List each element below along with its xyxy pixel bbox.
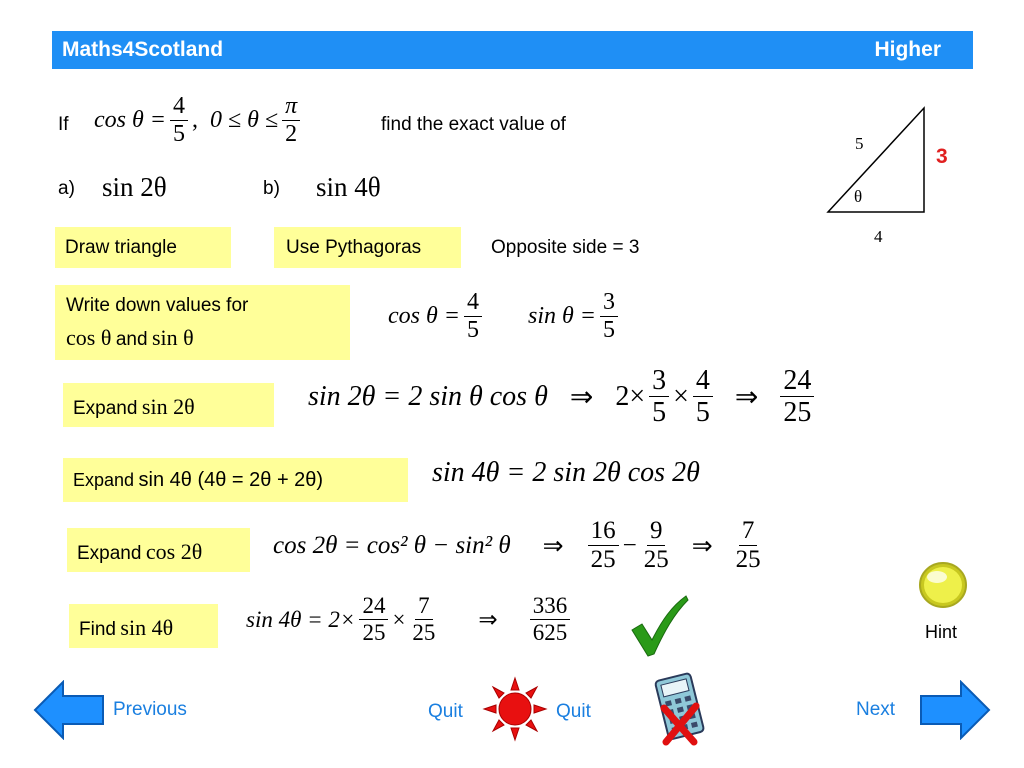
next-arrow-icon[interactable] xyxy=(919,680,991,740)
opposite-side-text: Opposite side = 3 xyxy=(491,237,640,258)
part-b-label: b) xyxy=(263,178,280,199)
previous-link[interactable]: Previous xyxy=(113,699,187,720)
part-a-expr: sin 2θ xyxy=(102,172,167,202)
calculator-disabled-icon[interactable] xyxy=(650,670,712,746)
quit-left-link[interactable]: Quit xyxy=(428,701,463,722)
use-pythagoras-button[interactable]: Use Pythagoras xyxy=(274,227,461,268)
header-bar xyxy=(52,31,973,69)
level-title: Higher xyxy=(874,38,941,61)
part-a-label: a) xyxy=(58,178,75,199)
brand-title: Maths4Scotland xyxy=(62,38,224,61)
hint-label[interactable]: Hint xyxy=(925,622,958,642)
sin2-equation: sin 2θ = 2 sin θ cos θ ⇒ 2× $\frac{3}{5}$ × $\frac{4}{5}$ ⇒ $\frac{24}{25}$ xyxy=(308,366,818,428)
find-sin4-button[interactable]: Find sin 4θ xyxy=(69,604,218,648)
next-link[interactable]: Next xyxy=(856,699,896,720)
if-label: If xyxy=(58,114,69,135)
check-icon xyxy=(628,592,690,658)
find-text: find the exact value of xyxy=(381,114,566,135)
expand-cos2-button[interactable]: Expand cos 2θ xyxy=(67,528,250,572)
quit-sun-icon[interactable] xyxy=(482,676,548,742)
cos2-equation: cos 2θ = cos² θ − sin² θ ⇒ $\frac{16}{25}$ − $\frac{9}{25}$ ⇒ $\frac{7}{25}$ xyxy=(273,517,761,574)
write-values-button[interactable]: Write down values for cos θ and sin θ xyxy=(55,285,350,360)
triangle-hyp-label: 5 xyxy=(855,134,864,153)
triangle-diagram xyxy=(820,100,940,225)
expand-sin4-button[interactable]: Expand sin 4θ (4θ = 2θ + 2θ) xyxy=(63,458,408,502)
previous-arrow-icon[interactable] xyxy=(33,680,105,740)
expand-sin2-button[interactable]: Expand sin 2θ xyxy=(63,383,274,427)
part-b-expr: sin 4θ xyxy=(316,172,381,202)
sin4-equation: sin 4θ = 2 sin 2θ cos 2θ xyxy=(432,457,700,488)
draw-triangle-button[interactable]: Draw triangle xyxy=(55,227,231,268)
given-cos: cos θ = $\frac{4}{5}$ , 0 ≤ θ ≤ $\frac{\pi}{2}$ xyxy=(94,94,304,147)
triangle-opp-label: 3 xyxy=(936,145,948,168)
triangle-adj-label: 4 xyxy=(874,227,883,246)
cos-sin-values: cos θ = $\frac{4}{5}$ sin θ = $\frac{3}{5}$ xyxy=(388,290,622,343)
final-equation: sin 4θ = 2× $\frac{24}{25}$ × $\frac{7}{25}$ ⇒ $\frac{336}{625}$ xyxy=(246,594,574,645)
quit-right-link[interactable]: Quit xyxy=(556,701,591,722)
hint-bulb-icon[interactable] xyxy=(915,557,971,613)
triangle-angle-label: θ xyxy=(854,187,863,206)
